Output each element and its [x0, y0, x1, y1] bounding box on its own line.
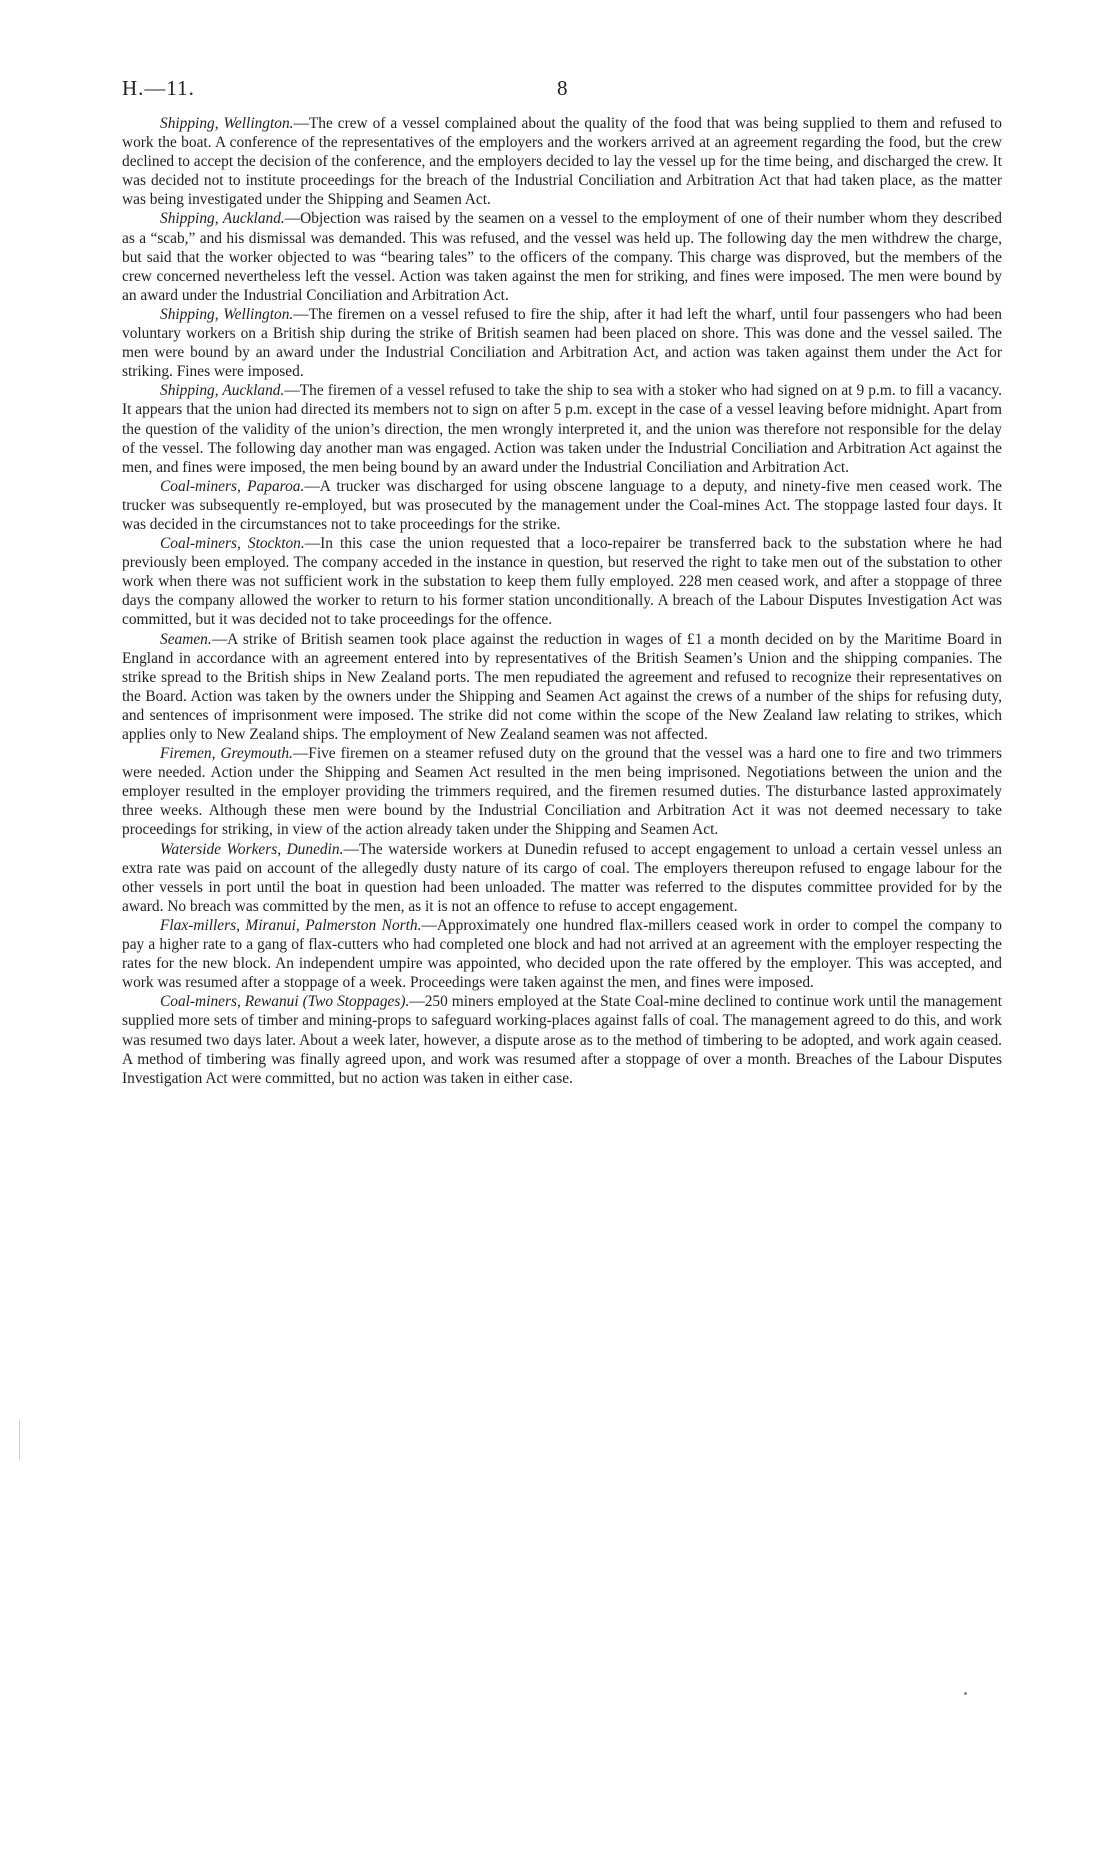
paragraph-text: —The firemen on a vessel refused to fire the ship, after it had left the wharf, until four passengers who had been voluntary workers on a British ship during the strike of British seamen had been placed on shore. This was done and the vessel sailed. The men were bound by an award under the Industrial Conciliation and Arbitration Act, and action was taken against them under the Act for striking. Fines were imposed. [122, 305, 1002, 381]
scan-margin-mark [19, 1420, 20, 1460]
paragraph-heading: Waterside Workers, Dunedin. [160, 840, 344, 858]
scan-speck [964, 1692, 967, 1695]
paragraph-heading: Firemen, Greymouth. [160, 745, 293, 763]
paragraph-heading: Seamen. [160, 630, 212, 648]
paragraph-heading: Coal-miners, Rewanui (Two Stoppages). [160, 993, 410, 1011]
paragraph-firemen-greymouth [122, 744, 1002, 839]
paragraph-shipping-wellington-2 [122, 305, 1002, 381]
paragraph-seamen [122, 630, 1002, 745]
paragraph-text: —In this case the union requested that a loco-repairer be transferred back to the substation where he had previously been employed. The company acceded in the instance in question, but reserved the right to take men out of the substation to other work when there was not sufficient work in the substation to keep them fully employed. 228 men ceased work, and after a stoppage of three days the company allowed the worker to return to his former station unconditionally. A breach of the Labour Disputes Investigation Act was committed, but it was decided not to take proceedings for the offence. [122, 535, 1003, 629]
paragraph-text: —A strike of British seamen took place against the reduction in wages of £1 a month decided on by the Maritime Board in England in accordance with an agreement entered into by representatives of the British Seamen’s Union and the shipping companies. The strike spread to the British ships in New Zealand ports. The men repudiated the agreement and refused to recognize their representatives on the Board. Action was taken by the owners under the Shipping and Seamen Act against the crews of a number of the ships for refusing duty, and sentences of imprisonment were imposed. The strike did not come within the scope of the New Zealand law relating to strikes, which applies only to New Zealand ships. The employment of New Zealand seamen was not affected. [122, 630, 1002, 743]
paragraph-text: —A trucker was discharged for using obscene language to a deputy, and ninety-five men ceased work. The trucker was subsequently re-employed, but was prosecuted by the management under the Coal-mines Act. The stoppage lasted four days. It was decided in the circumstances not to take proceedings for the strike. [122, 477, 1002, 533]
paragraph-text: —The firemen of a vessel refused to take the ship to sea with a stoker who had signed on at 9 p.m. to fill a vacancy. It appears that the union had directed its members not to sign on after 5 p.m. except in the case of a vessel leaving before midnight. Apart from the question of the validity of the union’s direction, the men wrongly interpreted it, and the union was therefore not responsible for the delay of the vessel. The following day another man was engaged. Action was taken under the Industrial Conciliation and Arbitration Act against the men, and fines were imposed, the men being bound by an award under the Industrial Conciliation and Arbitration Act. [122, 382, 1002, 476]
page-header [122, 76, 1002, 106]
paragraph-heading: Shipping, Wellington. [160, 305, 294, 323]
paragraph-text: —Objection was raised by the seamen on a vessel to the employment of one of their number whom they described as a “scab,” and his dismissal was demanded. This was refused, and the vessel was held up. The following day the men withdrew the charge, but said that the worker objected to was “bearing tales” to the officers of the company. This charge was disproved, but the members of the crew concerned nevertheless left the vessel. Action was taken against the men for striking, and fines were imposed. The men were bound by an award under the Industrial Conciliation and Arbitration Act. [122, 210, 1002, 304]
paragraph-text: —The waterside workers at Dunedin refused to accept engagement to unload a certain vessel unless an extra rate was paid on account of the allegedly dusty nature of its cargo of coal. The employers thereupon refused to engage labour for the other vessels in port until the boat in question had been unloaded. The matter was referred to the disputes committee provided for by the award. No breach was committed by the men, as it is not an offence to refuse to accept engagement. [122, 840, 1003, 915]
paragraph-heading: Coal-miners, Paparoa. [160, 477, 305, 495]
paragraph-flax-millers-miranui [122, 916, 1002, 992]
paragraph-coal-miners-rewanui [122, 992, 1002, 1087]
paragraph-text: —The crew of a vessel complained about the quality of the food that was being supplied to them and refused to work the boat. A conference of the representatives of the employers and the workers arrived at an agreement regarding the food, but the crew declined to accept the decision of the conference, and the employers decided to lay the vessel up for the time being, and discharged the crew. It was decided not to institute proceedings for the breach of the Industrial Conciliation and Arbitration Act that had taken place, as the matter was being investigated under the Shipping and Seamen Act. [122, 115, 1002, 209]
paragraph-heading: Shipping, Auckland. [160, 210, 285, 228]
paragraph-heading: Coal-miners, Stockton. [160, 535, 305, 553]
paragraph-shipping-auckland-2 [122, 381, 1002, 476]
paragraph-shipping-auckland-1 [122, 209, 1002, 304]
paragraph-heading: Shipping, Auckland. [160, 382, 285, 400]
page-number: 8 [557, 76, 568, 100]
paragraph-coal-miners-stockton [122, 534, 1002, 629]
paragraph-coal-miners-paparoa [122, 477, 1002, 534]
document-body [122, 114, 1002, 1088]
paragraph-text: —Five firemen on a steamer refused duty on the ground that the vessel was a hard one to fire and two trimmers were needed. Action under the Shipping and Seamen Act resulted in the men being imprisoned. Negotiations between the union and the employer resulted in the employer providing the trimmers required, and the firemen resumed duties. The disturbance lasted approximately three weeks. Although these men were bound by the Industrial Conciliation and Arbitration Act it was not deemed necessary to take proceedings for striking, in view of the action already taken under the Shipping and Seamen Act. [122, 745, 1002, 839]
paragraph-waterside-workers-dunedin [122, 840, 1002, 916]
paragraph-heading: Flax-millers, Miranui, Palmerston North. [160, 916, 422, 934]
document-reference: H.—11. [122, 76, 195, 100]
paragraph-heading: Shipping, Wellington. [160, 115, 294, 132]
paragraph-shipping-wellington-1 [122, 114, 1002, 209]
paragraph-text: —250 miners employed at the State Coal-mine declined to continue work until the management supplied more sets of timber and mining-props to safeguard working-places against falls of coal. The management agreed to do this, and work was resumed two days later. About a week later, however, a dispute arose as to the method of timbering to be adopted, and work again ceased. A method of timbering was finally agreed upon, and work was resumed after a stoppage of over a month. Breaches of the Labour Disputes Investigation Act were committed, but no action was taken in either case. [122, 993, 1002, 1087]
paragraph-text: —Approximately one hundred flax-millers ceased work in order to compel the company to pay a higher rate to a gang of flax-cutters who had completed one block and had not arrived at an agreement with the employer respecting the rates for the new block. An independent umpire was appointed, who decided upon the rate offered by the employer. This was accepted, and work was resumed after a stoppage of a week. Proceedings were taken against the men, and fines were imposed. [122, 916, 1002, 992]
